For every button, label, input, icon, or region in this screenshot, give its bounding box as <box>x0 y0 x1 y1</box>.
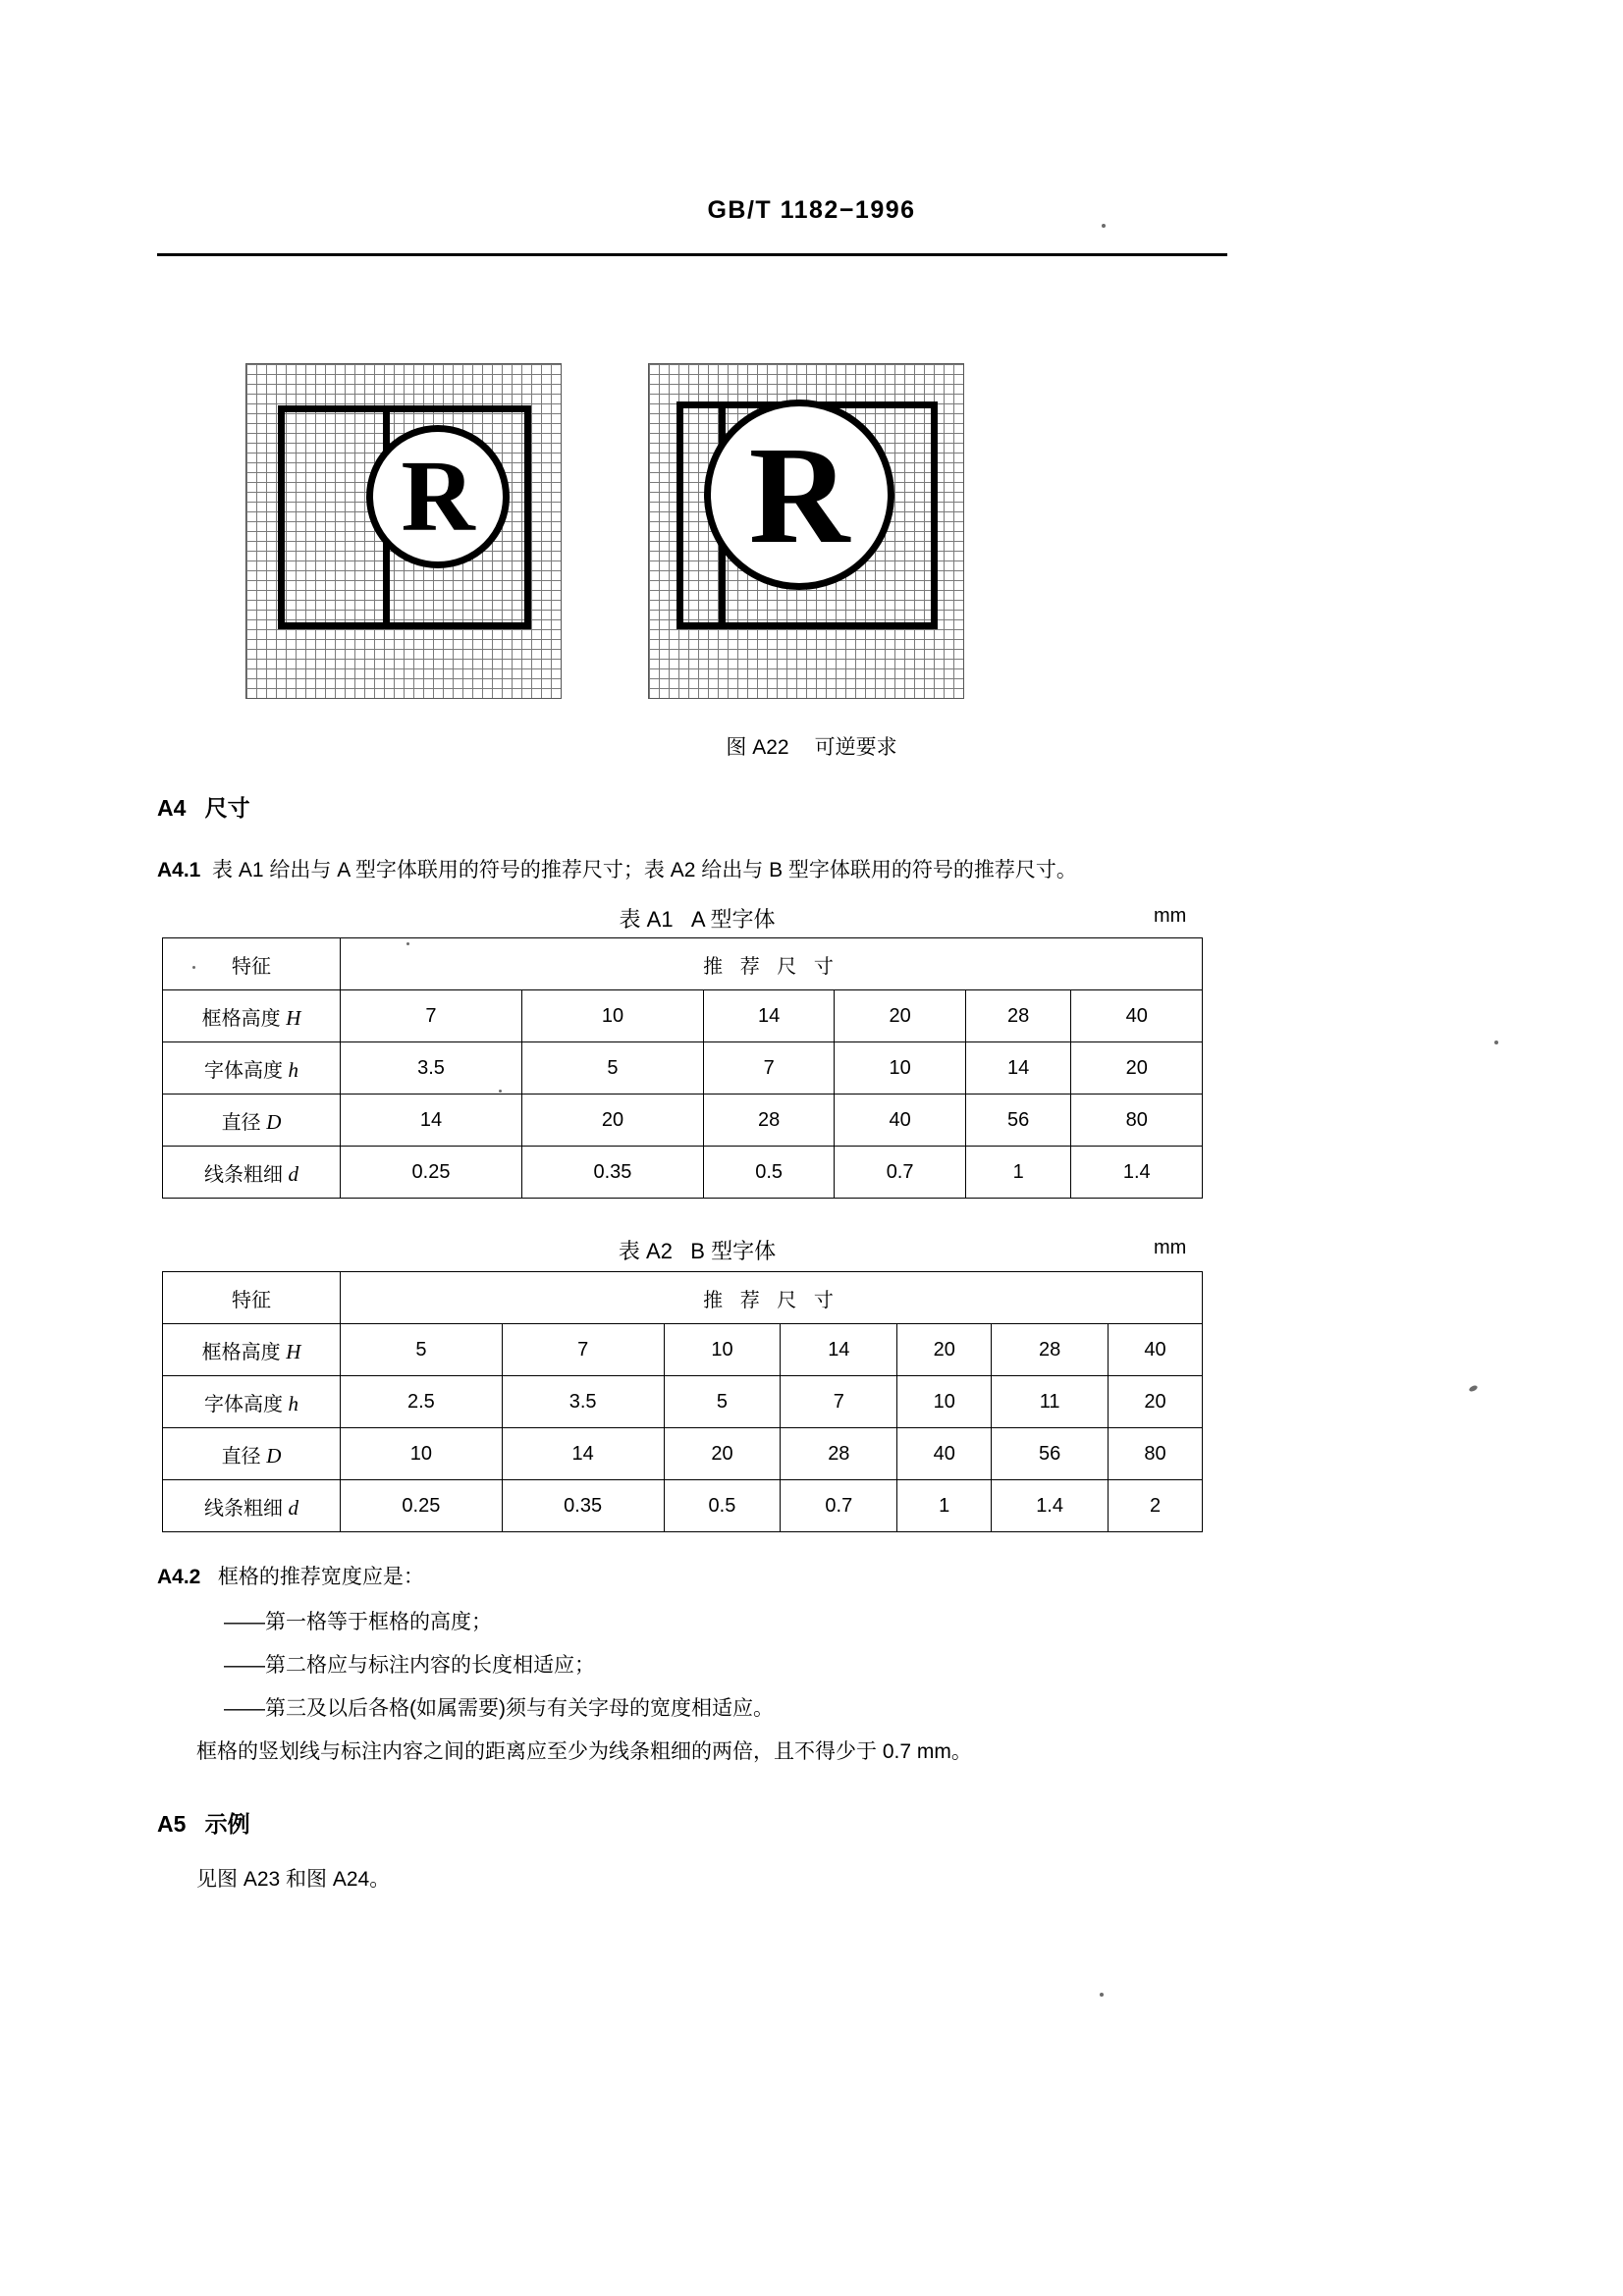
table-cell: 0.25 <box>341 1147 522 1199</box>
table-a2-row0-label: 框格高度 H <box>163 1324 341 1376</box>
figure-a22 <box>157 353 1237 707</box>
table-cell: 20 <box>1071 1042 1203 1095</box>
paragraph-a5-body: 见图 A23 和图 A24。 <box>196 1868 391 1891</box>
paragraph-a4-1 <box>157 856 1502 885</box>
table-cell: 14 <box>703 990 834 1042</box>
list-item: ——第二格应与标注内容的长度相适应； <box>224 1654 595 1677</box>
table-cell: 14 <box>341 1095 522 1147</box>
table-row <box>163 938 1203 990</box>
table-row <box>163 990 1203 1042</box>
table-a1-row2-label: 直径 D <box>163 1095 341 1147</box>
table-cell: 10 <box>341 1428 503 1480</box>
table-cell: 2.5 <box>341 1376 503 1428</box>
table-cell: 28 <box>781 1428 897 1480</box>
table-cell: 20 <box>897 1324 992 1376</box>
table-a1-row0-label: 框格高度 H <box>163 990 341 1042</box>
symbol-letter: R <box>401 440 475 553</box>
table-a1-title: 表 A1 A 型字体 <box>619 907 776 932</box>
page-header: GB/T 1182−1996 <box>707 196 916 224</box>
table-cell: 0.25 <box>341 1480 503 1532</box>
table-cell: 3.5 <box>502 1376 664 1428</box>
table-cell: 40 <box>1071 990 1203 1042</box>
table-cell: 20 <box>521 1095 703 1147</box>
table-a1-row1-label: 字体高度 h <box>163 1042 341 1095</box>
section-title: 示例 <box>204 1811 250 1837</box>
paragraph-a4-2 <box>157 1563 1434 1592</box>
table-row <box>163 1042 1203 1095</box>
table-cell: 3.5 <box>341 1042 522 1095</box>
table-cell: 2 <box>1109 1480 1203 1532</box>
section-title: 尺寸 <box>204 795 250 821</box>
section-heading-a5 <box>157 1806 250 1839</box>
table-cell: 5 <box>664 1376 781 1428</box>
table-cell: 11 <box>992 1376 1109 1428</box>
section-number: A4 <box>157 795 187 821</box>
table-cell: 10 <box>664 1324 781 1376</box>
table-cell: 20 <box>664 1428 781 1480</box>
table-cell: 7 <box>703 1042 834 1095</box>
table-cell: 14 <box>965 1042 1071 1095</box>
table-row <box>163 1324 1203 1376</box>
paragraph-text: 框格的推荐宽度应是： <box>217 1566 424 1588</box>
table-a2 <box>162 1271 1203 1532</box>
scan-speck <box>1494 1041 1498 1044</box>
list-item: ——第三及以后各格(如属需要)须与有关字母的宽度相适应。 <box>224 1697 774 1720</box>
table-row <box>163 1428 1203 1480</box>
table-cell: 0.7 <box>835 1147 965 1199</box>
table-a2-row2-label: 直径 D <box>163 1428 341 1480</box>
table-row <box>163 1147 1203 1199</box>
symbol-circle-small <box>366 425 510 568</box>
table-a1-row3-label: 线条粗细 d <box>163 1147 341 1199</box>
table-cell: 0.5 <box>703 1147 834 1199</box>
table-cell: 0.35 <box>521 1147 703 1199</box>
grid-symbol-large <box>648 363 964 699</box>
paragraph-text: 表 A1 给出与 A 型字体联用的符号的推荐尺寸；表 A2 给出与 B 型字体联用的符号的推荐尺寸。 <box>212 859 1077 881</box>
table-cell: 40 <box>835 1095 965 1147</box>
section-number: A5 <box>157 1811 187 1837</box>
scan-speck <box>1102 224 1106 228</box>
table-cell: 20 <box>1109 1376 1203 1428</box>
table-cell: 10 <box>897 1376 992 1428</box>
table-cell: 14 <box>781 1324 897 1376</box>
table-a1-unit: mm <box>1154 905 1187 927</box>
table-cell: 28 <box>992 1324 1109 1376</box>
table-a2-header-feature: 特征 <box>163 1272 341 1324</box>
table-a1-header-feature: 特征 <box>163 938 341 990</box>
table-cell: 80 <box>1109 1428 1203 1480</box>
table-a2-unit: mm <box>1154 1237 1187 1258</box>
table-a2-row1-label: 字体高度 h <box>163 1376 341 1428</box>
table-cell: 5 <box>341 1324 503 1376</box>
figure-caption-number: 图 A22 <box>726 736 789 759</box>
scan-speck <box>406 942 409 945</box>
table-cell: 56 <box>992 1428 1109 1480</box>
table-cell: 7 <box>502 1324 664 1376</box>
table-cell: 1.4 <box>1071 1147 1203 1199</box>
paragraph-number: A4.2 <box>157 1566 201 1588</box>
table-cell: 1.4 <box>992 1480 1109 1532</box>
table-cell: 0.7 <box>781 1480 897 1532</box>
table-row <box>163 1480 1203 1532</box>
symbol-circle-large <box>704 400 894 590</box>
table-cell: 0.35 <box>502 1480 664 1532</box>
grid-symbol-small <box>245 363 562 699</box>
table-cell: 7 <box>341 990 522 1042</box>
figure-caption-text: 可逆要求 <box>814 736 897 759</box>
figure-caption <box>0 731 1623 761</box>
table-cell: 5 <box>521 1042 703 1095</box>
table-row <box>163 1095 1203 1147</box>
table-cell: 1 <box>897 1480 992 1532</box>
table-row <box>163 1376 1203 1428</box>
symbol-letter: R <box>748 417 850 572</box>
table-cell: 14 <box>502 1428 664 1480</box>
table-cell: 20 <box>835 990 965 1042</box>
paragraph-a4-2-tail: 框格的竖划线与标注内容之间的距离应至少为线条粗细的两倍，且不得少于 0.7 mm。 <box>196 1740 972 1763</box>
table-cell: 28 <box>703 1095 834 1147</box>
table-cell: 0.5 <box>664 1480 781 1532</box>
table-a2-row3-label: 线条粗细 d <box>163 1480 341 1532</box>
table-a2-header-values: 推 荐 尺 寸 <box>341 1272 1203 1324</box>
section-heading-a4 <box>157 790 250 823</box>
scan-speck <box>1468 1384 1478 1392</box>
header-rule <box>157 253 1227 256</box>
table-cell: 10 <box>521 990 703 1042</box>
scan-speck <box>192 966 195 969</box>
table-cell: 10 <box>835 1042 965 1095</box>
table-cell: 40 <box>897 1428 992 1480</box>
list-item: ——第一格等于框格的高度； <box>224 1611 492 1633</box>
table-cell: 7 <box>781 1376 897 1428</box>
table-cell: 40 <box>1109 1324 1203 1376</box>
table-cell: 28 <box>965 990 1071 1042</box>
table-cell: 1 <box>965 1147 1071 1199</box>
table-row <box>163 1272 1203 1324</box>
table-a1-header-values: 推 荐 尺 寸 <box>341 938 1203 990</box>
scan-speck <box>499 1090 502 1093</box>
table-a2-title: 表 A2 B 型字体 <box>618 1239 777 1263</box>
paragraph-number: A4.1 <box>157 859 201 881</box>
table-a1 <box>162 937 1203 1199</box>
scan-speck <box>1100 1993 1104 1997</box>
table-cell: 80 <box>1071 1095 1203 1147</box>
table-cell: 56 <box>965 1095 1071 1147</box>
